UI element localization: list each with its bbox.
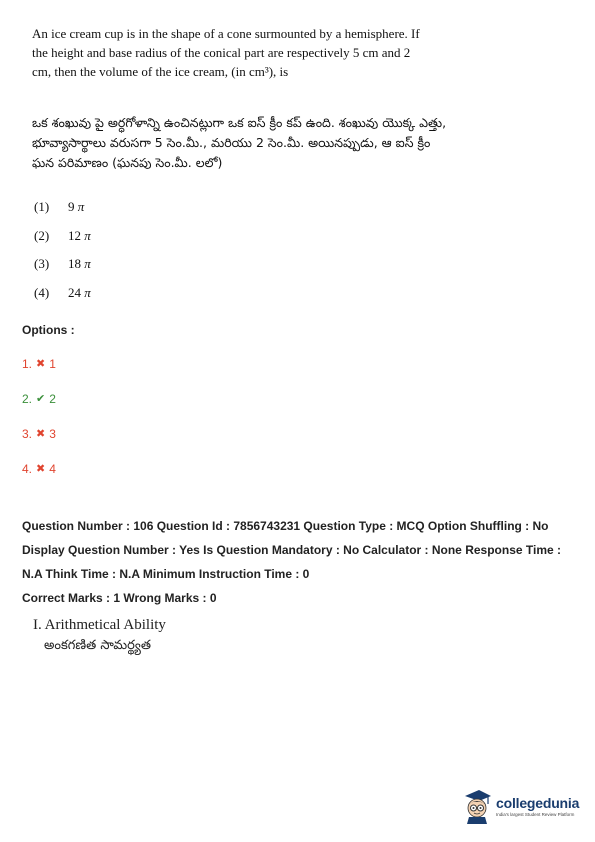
question-text-telugu: ఒక శంఖువు పై అర్ధగోళాన్ని ఉంచినట్లుగా ఒక ఐస్ క్రీం కప్ ఉంది. శంఖువు యొక్క ఎత్తు, భూవ్యాసార్థాలు వరుసగా 5 సెం.మీ., మరియు 2 సెం.మీ. అయినప్పుడు, ఆ ఐస్ క్రీం ఘన పరిమాణం (ఘనపు సెం.మీ. లలో): [32, 115, 447, 170]
choice-2: [34, 228, 91, 257]
check-icon: ✔: [36, 393, 46, 405]
option-4: [22, 462, 56, 497]
choice-value: 9: [68, 199, 75, 214]
option-index: 4.: [22, 462, 33, 476]
option-1: [22, 357, 56, 392]
choice-value: 12: [68, 227, 81, 243]
option-label: 1: [49, 357, 56, 371]
collegedunia-logo: [461, 786, 591, 826]
choice-3: [34, 256, 91, 285]
option-index: 1.: [22, 357, 33, 371]
choice-value: 18: [68, 256, 81, 271]
section-title-telugu: అంకగణిత సామర్థ్యత: [44, 638, 152, 653]
cross-icon: ✖: [36, 358, 46, 370]
pi-symbol: π: [84, 227, 91, 243]
option-index: 2.: [22, 392, 33, 406]
choice-value: 24: [68, 284, 81, 300]
logo-name: collegedunia: [496, 795, 580, 811]
choice-4: [34, 285, 91, 314]
option-3: [22, 427, 56, 462]
logo-text: [496, 795, 579, 817]
option-label: 4: [49, 462, 56, 476]
question-metadata: [22, 514, 582, 610]
choice-1: [34, 199, 91, 228]
pi-symbol: π: [77, 199, 85, 214]
logo-tagline: India's largest Student Review Platform: [496, 812, 575, 817]
choice-number: (1): [34, 199, 50, 214]
option-label: 3: [49, 427, 56, 441]
pi-symbol: π: [84, 284, 91, 300]
cross-icon: ✖: [36, 428, 46, 440]
option-index: 3.: [22, 427, 33, 441]
question-text-english: An ice cream cup is in the shape of a cone surmounted by a hemisphere. If the height and base radius of the conical part are respectively 5 cm and 2 cm, then the volume of the ice cream, (in cm³), is: [32, 26, 420, 79]
marks-line: Correct Marks : 1 Wrong Marks : 0: [22, 591, 217, 605]
choice-number: (4): [34, 284, 50, 300]
options-list: [22, 357, 56, 497]
options-heading: Options :: [22, 323, 75, 337]
choice-number: (3): [34, 256, 50, 271]
option-2: [22, 392, 56, 427]
option-label: 2: [49, 392, 56, 406]
pi-symbol: π: [84, 256, 91, 271]
question-choices: [34, 199, 91, 313]
section-title-english: I. Arithmetical Ability: [33, 617, 166, 633]
mascot-icon: [461, 788, 493, 824]
choice-number: (2): [34, 227, 50, 243]
metadata-line: Question Number : 106 Question Id : 7856743231 Question Type : MCQ Option Shuffling : No Display Question Number : Yes Is Question Mandatory : No Calculator : None Response Time : N.A Think Time : N.A Minimum Instruction Time : 0: [22, 519, 561, 581]
cross-icon: ✖: [36, 463, 46, 475]
